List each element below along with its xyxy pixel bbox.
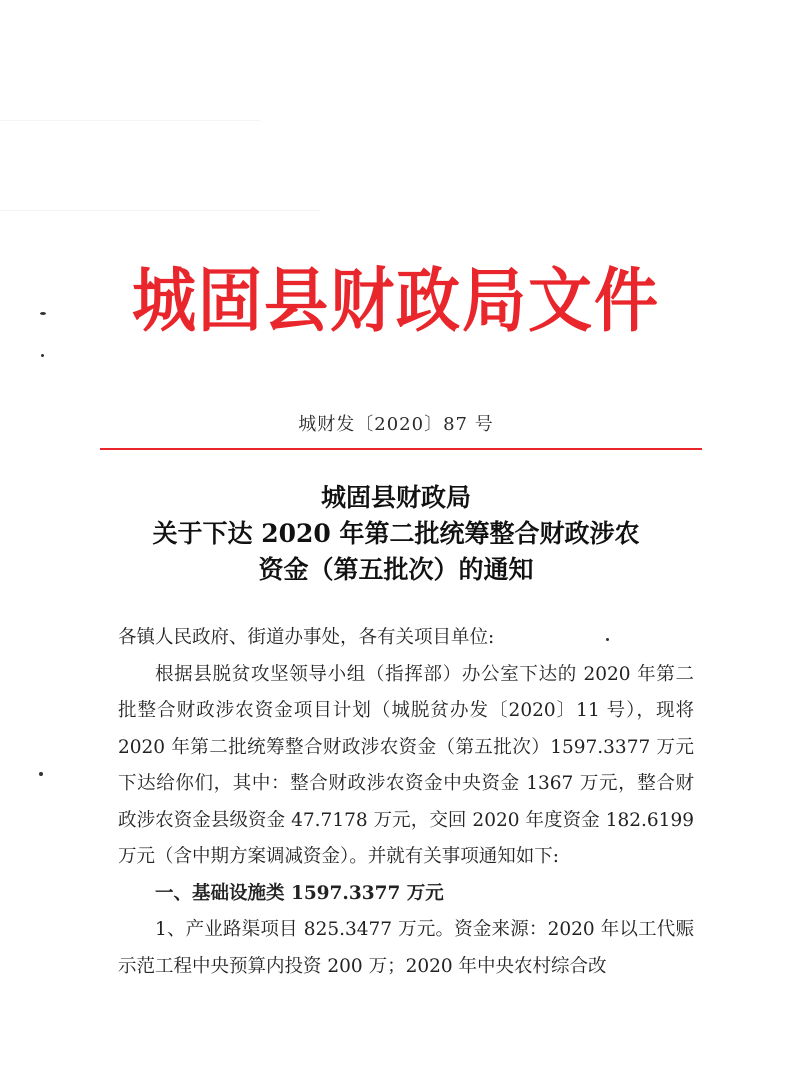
notice-body xyxy=(118,620,694,985)
document-number: 城财发〔2020〕87 号 xyxy=(298,414,494,435)
scan-speck xyxy=(41,354,44,357)
notice-title-line-3: 资金（第五批次）的通知 xyxy=(258,555,534,584)
body-paragraph: 根据县脱贫攻坚领导小组（指挥部）办公室下达的 2020 年第二批整合财政涉农资金项目计划（城脱贫办发〔2020〕11 号），现将 2020 年第二批统筹整合财政涉农资金（第五批次）1597.3377 万元下达给你们，其中：整合财政涉农资金中央资金 1367 万元，整合财政涉农资金县级资金 47.7178 万元，交回 2020 年度资金 182.6199 万元（含中期方案调减资金）。并就有关事项通知如下: xyxy=(118,663,694,867)
scan-speck xyxy=(39,772,43,776)
notice-title-line-2: 关于下达 2020 年第二批统筹整合财政涉农 xyxy=(152,519,640,548)
notice-title-line-1: 城固县财政局 xyxy=(320,483,471,512)
salutation: 各镇人民政府、街道办事处，各有关项目单位: xyxy=(118,627,495,648)
section-heading: 一、基础设施类 1597.3377 万元 xyxy=(155,882,444,904)
scan-artifact xyxy=(0,120,260,121)
body-paragraph: 1、产业路渠项目 825.3477 万元。资金来源：2020 年以工代赈示范工程中央预算内投资 200 万；2020 年中央农村综合改 xyxy=(118,919,694,977)
notice-title xyxy=(0,480,792,588)
scan-artifact xyxy=(0,210,320,211)
document-header-title: 城固县财政局文件 xyxy=(132,262,660,342)
red-divider-line xyxy=(100,448,702,450)
